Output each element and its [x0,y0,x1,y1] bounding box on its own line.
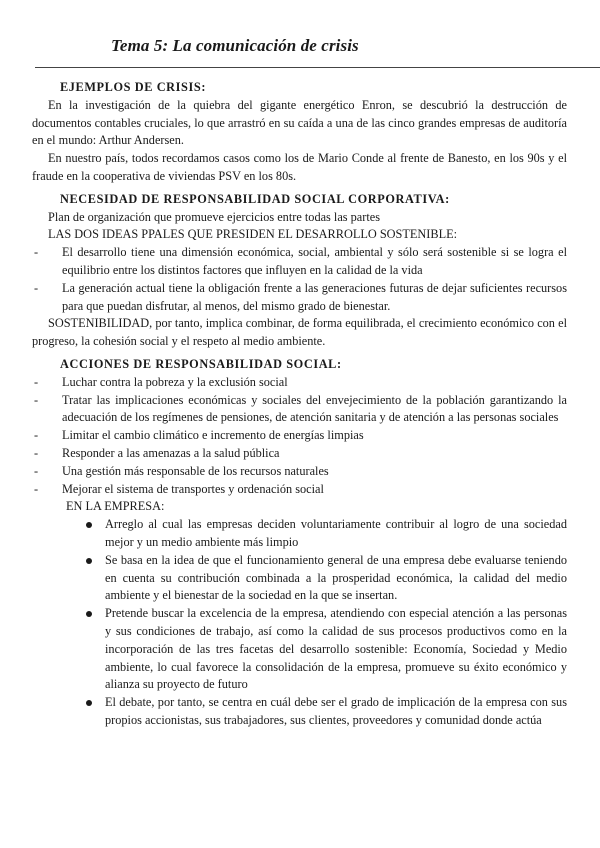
list-item: El debate, por tanto, se centra en cuál debe ser el grado de implicación de la empresa con sus propios accionistas, sus trabajadores, sus clientes, proveedores y comunidad donde actúa [85,694,567,730]
list-item: - Luchar contra la pobreza y la exclusión social [32,374,567,392]
paragraph-enron: En la investigación de la quiebra del gigante energético Enron, se descubrió la destrucción de documentos contables cruciales, lo que arrastró en su caída a una de las cinco grandes empresas de auditoría en el mundo: Arthur Andersen. [32,97,567,148]
list-item: - Responder a las amenazas a la salud pública [32,445,567,463]
company-points-list [32,516,567,730]
paragraph-spain: En nuestro país, todos recordamos casos como los de Mario Conde al frente de Banesto, en los 90s y el fraude en la cooperativa de viviendas PSV en los 80s. [32,151,567,183]
company-heading: EN LA EMPRESA: [66,499,165,514]
list-item: Arreglo al cual las empresas deciden voluntariamente contribuir al logro de una sociedad mejor y un medio ambiente más limpio [85,516,567,552]
list-item: - Limitar el cambio climático e incremento de energías limpias [32,427,567,445]
list-item: Se basa en la idea de que el funcionamiento general de una empresa debe evaluarse teniendo en cuenta su contribución combinada a la prosperidad económica, la calidad del medio ambiente y el bienestar de la sociedad en la que se insertan. [85,552,567,605]
list-item: Pretende buscar la excelencia de la empresa, atendiendo con especial atención a las personas y sus condiciones de trabajo, así como la calidad de sus procesos productivos como en la incorporación de las tres facetas del desarrollo sostenible: Economía, Sociedad y Medio ambiente, lo cual favorece la consolidación de la empresa, promueve su éxito económico y alianza su proyecto de futuro [85,605,567,694]
page-title: Tema 5: La comunicación de crisis [111,36,359,55]
list-item: - Mejorar el sistema de transportes y ordenación social [32,481,567,499]
csr-ideas-list [32,244,567,315]
list-item: - El desarrollo tiene una dimensión económica, social, ambiental y sólo será sostenible si se logra el equilibrio entre los distintos factores que influyen en la calidad de la vida [32,244,567,280]
actions-list [32,374,567,499]
section-title-actions: ACCIONES DE RESPONSABILIDAD SOCIAL: [60,356,342,371]
list-item: - Una gestión más responsable de los recursos naturales [32,463,567,481]
csr-plan-line: Plan de organización que promueve ejercicios entre todas las partes [48,209,381,224]
list-item: - Tratar las implicaciones económicas y sociales del envejecimiento de la población garantizando la adecuación de los regímenes de pensiones, de atención sanitaria y de atención a las personas sociales [32,392,567,428]
csr-ideas-heading: LAS DOS IDEAS PPALES QUE PRESIDEN EL DESARROLLO SOSTENIBLE: [48,227,458,242]
header-divider [35,67,600,68]
sustainability-paragraph: SOSTENIBILIDAD, por tanto, implica combinar, de forma equilibrada, el crecimiento económico con el progreso, la cohesión social y el respeto al medio ambiente. [32,316,567,349]
list-item: - La generación actual tiene la obligación frente a las generaciones futuras de dejar suficientes recursos para que puedan disfrutar, al menos, del mismo grado de bienestar. [32,280,567,316]
document-body [32,79,567,730]
section-title-examples: EJEMPLOS DE CRISIS: [60,80,207,94]
section-title-csr: NECESIDAD DE RESPONSABILIDAD SOCIAL CORPORATIVA: [60,191,450,206]
